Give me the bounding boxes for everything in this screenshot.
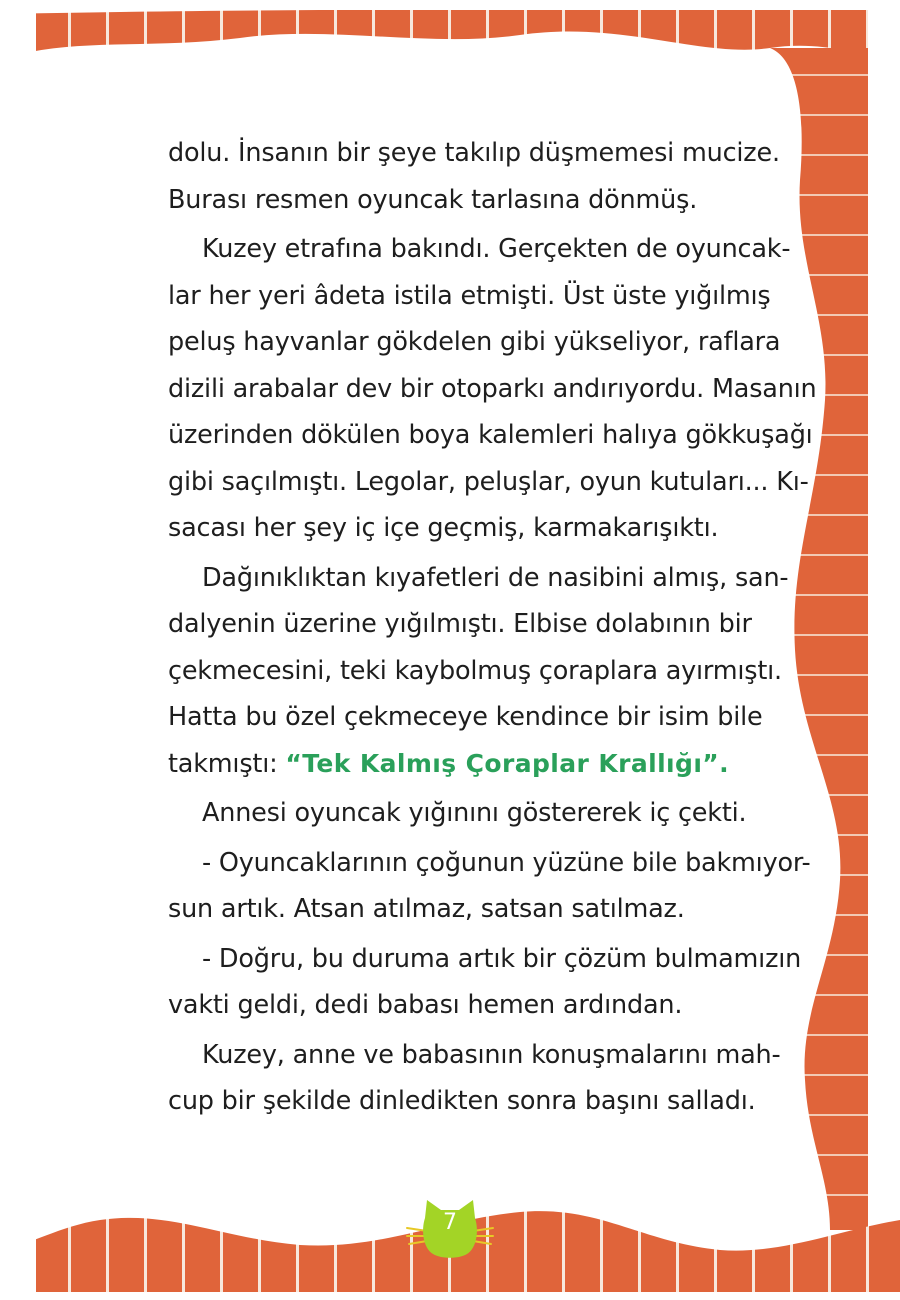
text-line: sun artık. Atsan atılmaz, satsan satılmaz. [168, 894, 685, 924]
paragraph [168, 555, 789, 788]
line-prefix: takmıştı: [168, 748, 286, 779]
text-line: Dağınıklıktan kıyafetleri de nasibini almış, san- [202, 562, 789, 593]
paragraph [168, 130, 780, 223]
text-line: Annesi oyuncak yığınını göstererek iç çekti. [202, 798, 747, 828]
page-number: 7 [443, 1210, 457, 1235]
paragraph [168, 226, 817, 552]
text-line: cup bir şekilde dinledikten sonra başını salladı. [168, 1086, 756, 1116]
text-line: üzerinden dökülen boya kalemleri halıya gökkuşağı [168, 420, 813, 450]
paragraph [168, 1032, 781, 1125]
text-line: Burası resmen oyuncak tarlasına dönmüş. [168, 184, 698, 215]
text-line: Hatta bu özel çekmeceye kendince bir isim bile [168, 702, 763, 732]
text-line: peluş hayvanlar gökdelen gibi yükseliyor, raflara [168, 327, 781, 357]
paragraph [168, 936, 802, 1029]
kingdom-title-highlight: “Tek Kalmış Çoraplar Krallığı”. [285, 748, 730, 778]
text-line: vakti geldi, dedi babası hemen ardından. [168, 990, 683, 1020]
text-line [168, 741, 750, 788]
text-line: dizili arabalar dev bir otoparkı andırıyordu. Masanın [168, 373, 817, 404]
text-line: çekmecesini, teki kaybolmuş çoraplara ayırmıştı. [168, 655, 782, 686]
paragraph [168, 790, 750, 837]
text-line: Kuzey etrafına bakındı. Gerçekten de oyuncak- [202, 234, 791, 264]
text-line: Kuzey, anne ve babasının konuşmalarını mah- [202, 1039, 781, 1070]
text-line: - Doğru, bu duruma artık bir çözüm bulmamızın [202, 943, 802, 974]
text-line: dalyenin üzerine yığılmıştı. Elbise dolabının bir [168, 609, 752, 639]
text-line: lar her yeri âdeta istila etmişti. Üst üste yığılmış [168, 280, 771, 311]
body-text [168, 130, 817, 1125]
paragraph [168, 840, 811, 933]
text-line: gibi saçılmıştı. Legolar, peluşlar, oyun kutuları... Kı- [168, 466, 809, 497]
text-line: dolu. İnsanın bir şeye takılıp düşmemesi mucize. [168, 138, 780, 168]
text-line: sacası her şey iç içe geçmiş, karmakarışıktı. [168, 513, 719, 543]
text-line: - Oyuncaklarının çoğunun yüzüne bile bakmıyor- [202, 847, 811, 878]
